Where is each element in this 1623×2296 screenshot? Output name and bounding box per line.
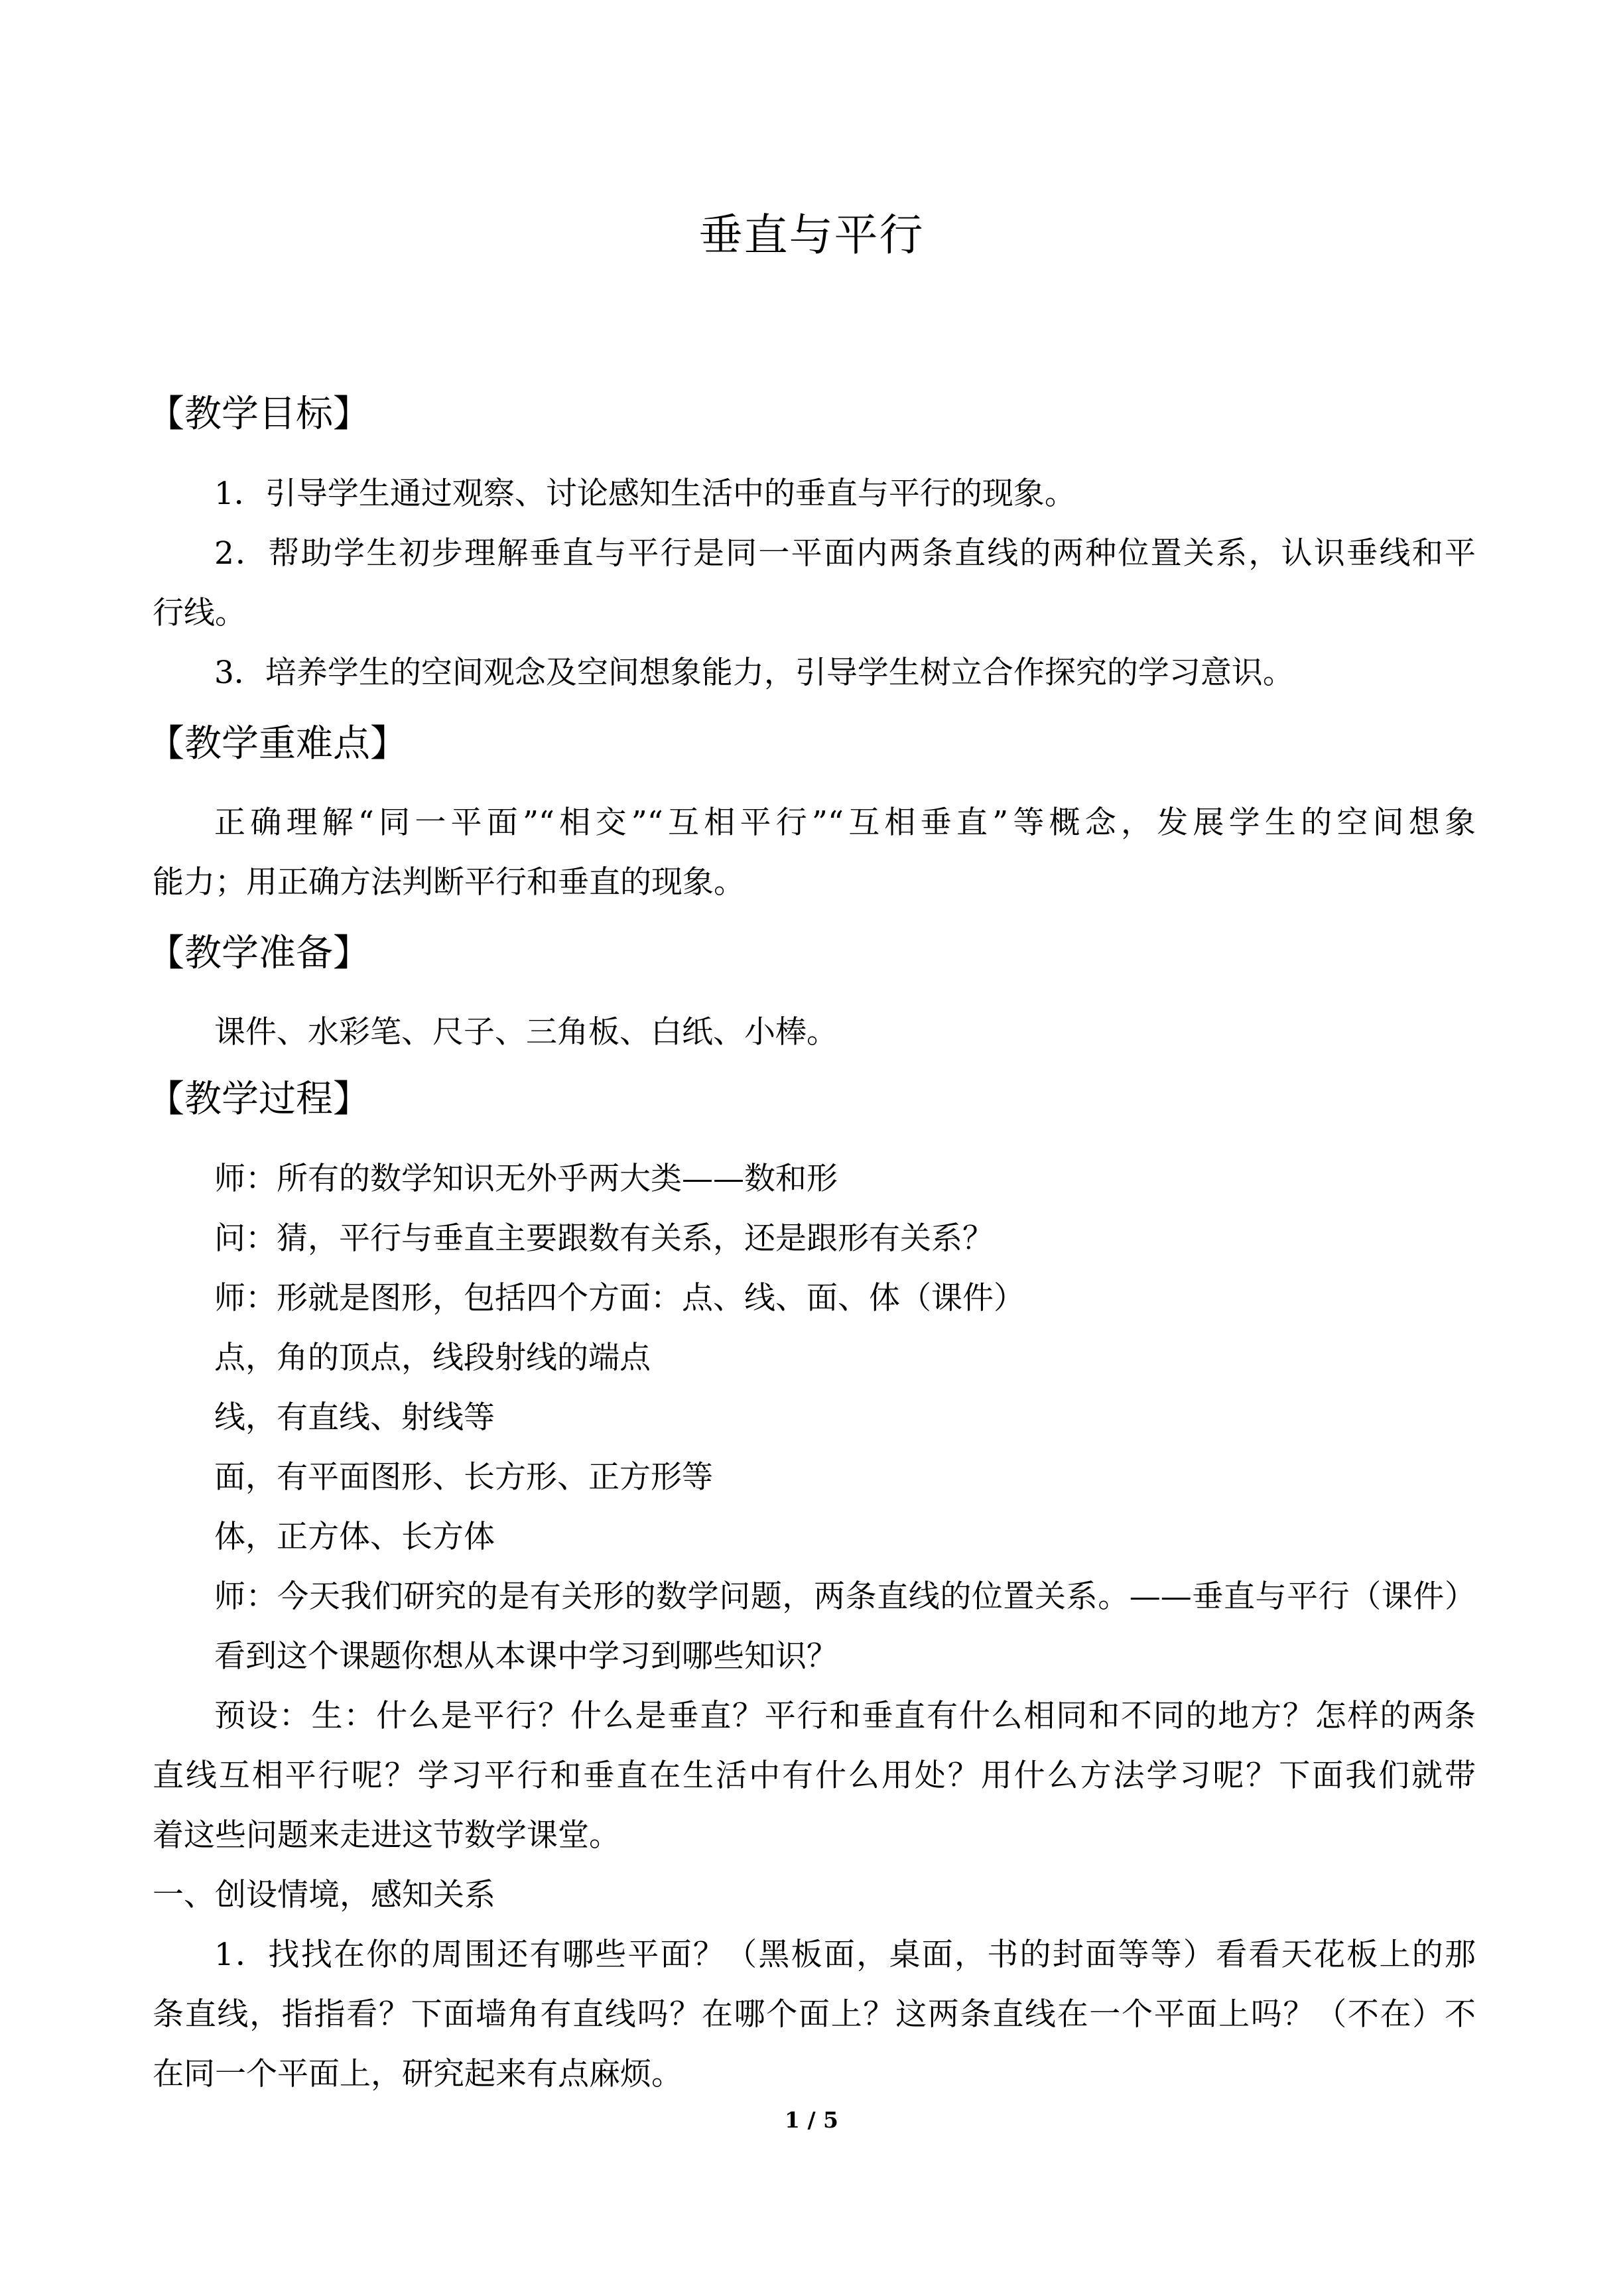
process-line: 预设：生：什么是平行？什么是垂直？平行和垂直有什么相同和不同的地方？怎样的两条 [214, 1698, 1476, 1734]
process-line: 面，有平面图形、长方形、正方形等 [214, 1459, 713, 1496]
process-line: 师：形就是图形，包括四个方面：点、线、面、体（课件） [214, 1280, 1025, 1316]
process-line: 师：今天我们研究的是有关形的数学问题，两条直线的位置关系。——垂直与平行（课件） [214, 1578, 1476, 1615]
process-line: 直线互相平行呢？学习平行和垂直在生活中有什么用处？用什么方法学习呢？下面我们就带 [153, 1757, 1476, 1794]
key-points-line: 正确理解“同一平面”“相交”“互相平行”“互相垂直”等概念，发展学生的空间想象 [214, 804, 1476, 841]
document-title: 垂直与平行 [698, 210, 925, 261]
goal-item: 1．引导学生通过观察、讨论感知生活中的垂直与平行的现象。 [214, 476, 1076, 512]
key-points-line: 能力；用正确方法判断平行和垂直的现象。 [153, 864, 745, 901]
process-line: 问：猜，平行与垂直主要跟数有关系，还是跟形有关系？ [214, 1220, 994, 1257]
section-heading-key-points: 【教学重难点】 [147, 722, 407, 765]
process-line: 点，角的顶点，线段射线的端点 [214, 1340, 651, 1376]
preparation-text: 课件、水彩笔、尺子、三角板、白纸、小棒。 [214, 1014, 838, 1051]
goal-item: 3．培养学生的空间观念及空间想象能力，引导学生树立合作探究的学习意识。 [214, 655, 1294, 691]
goal-item-continuation: 行线。 [153, 595, 246, 631]
process-line: 体，正方体、长方体 [214, 1519, 495, 1555]
goal-item: 2．帮助学生初步理解垂直与平行是同一平面内两条直线的两种位置关系，认识垂线和平 [214, 535, 1476, 572]
process-line: 线，有直线、射线等 [214, 1399, 495, 1436]
section-heading-preparation: 【教学准备】 [147, 932, 370, 975]
process-subheading: 一、创设情境，感知关系 [153, 1877, 495, 1913]
process-line: 看到这个课题你想从本课中学习到哪些知识？ [214, 1638, 838, 1675]
page-number: 1 / 5 [785, 2107, 838, 2133]
process-line: 师：所有的数学知识无外乎两大类——数和形 [214, 1161, 838, 1197]
process-line: 1．找找在你的周围还有哪些平面？（黑板面，桌面，书的封面等等）看看天花板上的那 [214, 1937, 1476, 1973]
process-line: 着这些问题来走进这节数学课堂。 [153, 1817, 620, 1854]
section-heading-process: 【教学过程】 [147, 1078, 370, 1121]
process-line: 条直线，指指看？下面墙角有直线吗？在哪个面上？这两条直线在一个平面上吗？（不在）不 [153, 1996, 1476, 2033]
section-heading-goals: 【教学目标】 [147, 393, 370, 436]
process-line: 在同一个平面上，研究起来有点麻烦。 [153, 2056, 682, 2092]
